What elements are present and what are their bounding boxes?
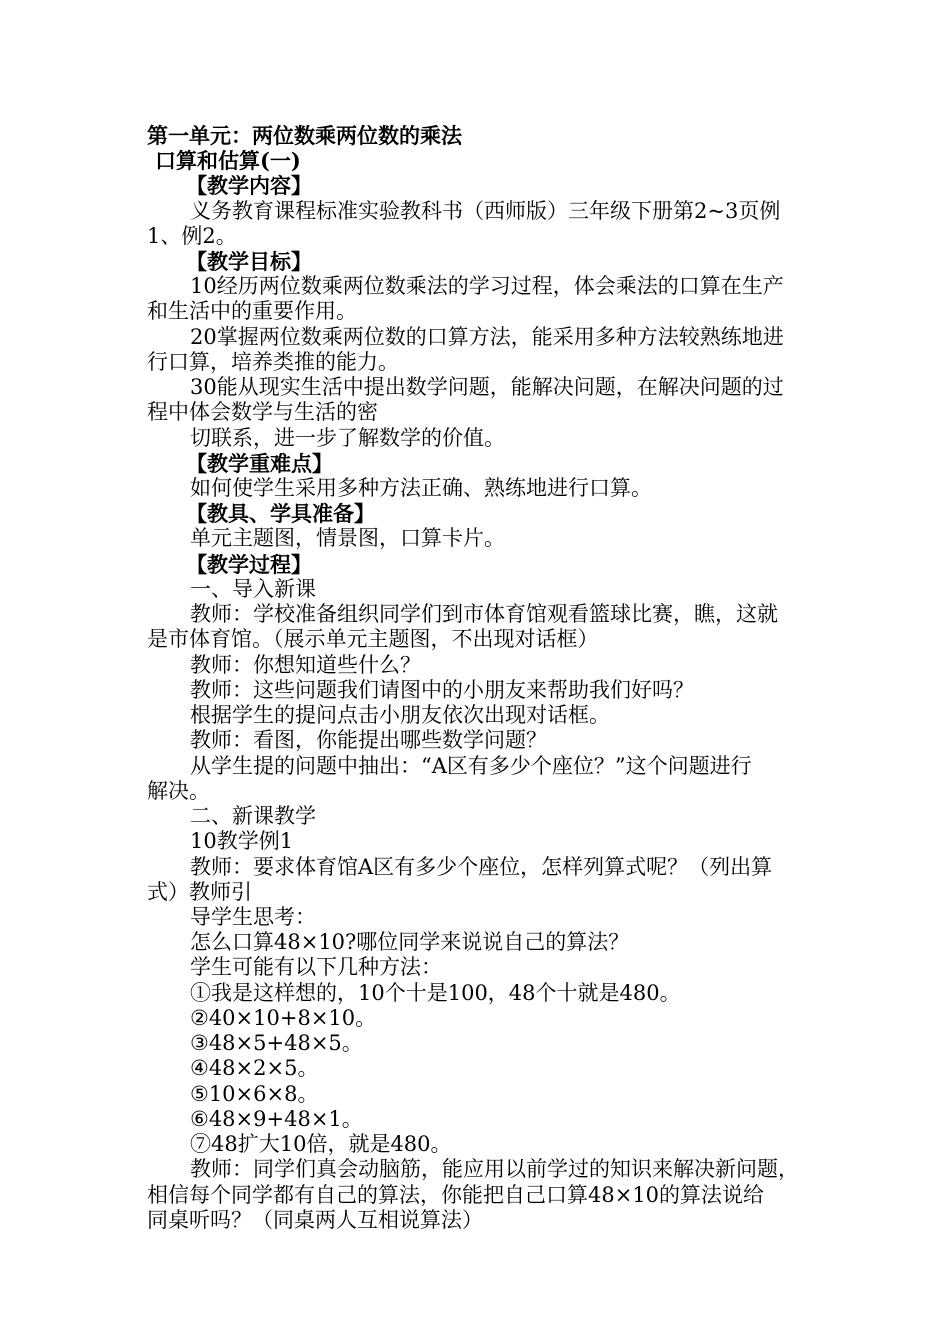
paragraph-line: 式）教师引: [147, 880, 252, 904]
paragraph-line: 义务教育课程标准实验教科书（西师版）三年级下册第2~3页例: [190, 199, 781, 223]
unit-title: 第一单元：两位数乘两位数的乘法: [147, 123, 462, 148]
method-item: ②40×10+8×10。: [190, 1006, 377, 1030]
subsection-heading: 一、导入新课: [190, 577, 316, 601]
paragraph-line: 切联系，进一步了解数学的价值。: [190, 426, 505, 450]
method-item: ⑥48×9+48×1。: [190, 1107, 363, 1131]
subsection-heading: 二、新课教学: [190, 804, 316, 828]
paragraph-line: 同桌听吗？（同桌两人互相说算法）: [147, 1208, 483, 1232]
paragraph-line: 是市体育馆。（展示单元主题图，不出现对话框）: [147, 627, 599, 651]
paragraph-line: 教师：同学们真会动脑筋，能应用以前学过的知识来解决新问题，: [190, 1157, 799, 1181]
paragraph-line: 教师：看图，你能提出哪些数学问题？: [190, 728, 547, 752]
paragraph-line: 如何使学生采用多种方法正确、熟练地进行口算。: [190, 476, 652, 500]
paragraph-line: 从学生提的问题中抽出：“A区有多少个座位？”这个问题进行: [190, 754, 752, 778]
section-heading-content: 【教学内容】: [186, 173, 312, 198]
paragraph-line: 相信每个同学都有自己的算法，你能把自己口算48×10的算法说给: [147, 1183, 765, 1207]
method-item: ③48×5+48×5。: [190, 1031, 363, 1055]
paragraph-line: 10经历两位数乘两位数乘法的学习过程，体会乘法的口算在生产: [190, 274, 784, 298]
lesson-title: 口算和估算(一): [155, 148, 301, 173]
section-heading-materials: 【教具、学具准备】: [186, 501, 375, 526]
section-heading-process: 【教学过程】: [186, 552, 312, 577]
paragraph-line: 1、例2。: [147, 224, 237, 248]
method-item: ⑦48扩大10倍，就是480。: [190, 1132, 452, 1156]
paragraph-line: 根据学生的提问点击小朋友依次出现对话框。: [190, 703, 610, 727]
paragraph-line: 教师：要求体育馆A区有多少个座位，怎样列算式呢？（列出算: [190, 855, 773, 879]
paragraph-line: 10教学例1: [190, 829, 294, 853]
paragraph-line: 教师：学校准备组织同学们到市体育馆观看篮球比赛，瞧，这就: [190, 602, 778, 626]
paragraph-line: 学生可能有以下几种方法：: [190, 955, 442, 979]
paragraph-line: 教师：你想知道些什么？: [190, 653, 421, 677]
paragraph-line: 30能从现实生活中提出数学问题，能解决问题，在解决问题的过: [190, 375, 784, 399]
paragraph-line: 程中体会数学与生活的密: [147, 400, 378, 424]
paragraph-line: 导学生思考：: [190, 905, 316, 929]
paragraph-line: 单元主题图，情景图，口算卡片。: [190, 526, 505, 550]
paragraph-line: 行口算，培养类推的能力。: [147, 350, 399, 374]
paragraph-line: 20掌握两位数乘两位数的口算方法，能采用多种方法较熟练地进: [190, 325, 784, 349]
paragraph-line: 怎么口算48×10?哪位同学来说说自己的算法？: [190, 930, 630, 954]
paragraph-line: 解决。: [147, 779, 210, 803]
paragraph-line: 教师：这些问题我们请图中的小朋友来帮助我们好吗？: [190, 678, 694, 702]
method-item: ⑤10×6×8。: [190, 1082, 319, 1106]
method-item: ④48×2×5。: [190, 1056, 319, 1080]
method-item: ①我是这样想的，10个十是100，48个十就是480。: [190, 981, 681, 1005]
section-heading-goals: 【教学目标】: [186, 249, 312, 274]
paragraph-line: 和生活中的重要作用。: [147, 299, 357, 323]
section-heading-key-points: 【教学重难点】: [186, 451, 333, 476]
